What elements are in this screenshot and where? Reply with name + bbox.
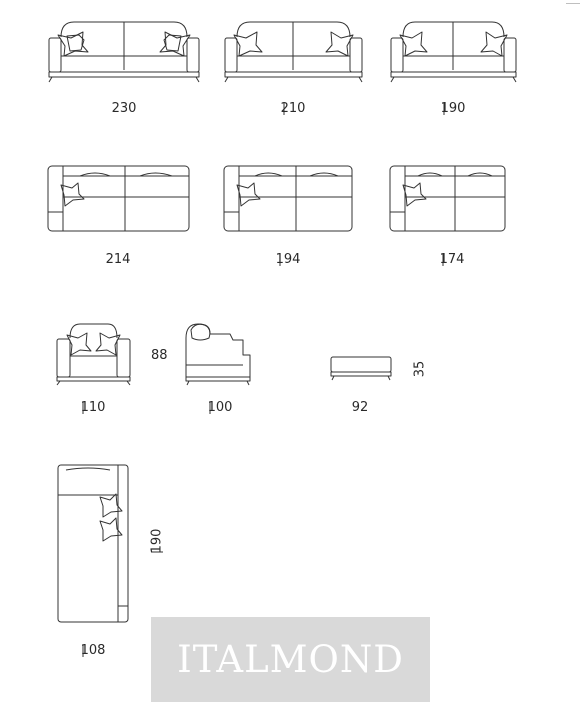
cushion-icon bbox=[403, 183, 426, 206]
chaise-top-194 bbox=[224, 166, 352, 231]
dimension-label-194: 194 bbox=[275, 252, 301, 267]
cushion-icon bbox=[96, 333, 120, 355]
chaise-top-174 bbox=[390, 166, 505, 231]
cushion-icon bbox=[400, 32, 427, 56]
sofa-front-230 bbox=[49, 22, 199, 82]
brand-watermark-text: ITALMOND bbox=[177, 638, 404, 681]
dimension-label-88: 88 bbox=[151, 348, 168, 363]
sofa-front-190 bbox=[391, 22, 516, 82]
dimension-label-35: 35 bbox=[412, 360, 428, 378]
dimension-label-190-depth: 190 bbox=[149, 528, 165, 554]
cushion-icon bbox=[191, 324, 210, 340]
dimension-label-100: 100 bbox=[207, 400, 233, 415]
dimension-label-108: 108 bbox=[80, 643, 106, 658]
cushion-icon bbox=[61, 183, 84, 206]
cushion-icon bbox=[234, 32, 262, 56]
armchair-front bbox=[57, 324, 130, 385]
ottoman-front bbox=[331, 357, 391, 380]
brand-watermark bbox=[151, 617, 430, 702]
chaise-module-top bbox=[58, 465, 128, 622]
dimension-label-92: 92 bbox=[351, 400, 369, 415]
dimension-label-210: 210 bbox=[280, 101, 306, 116]
dimension-label-214: 214 bbox=[105, 252, 131, 267]
dimension-label-174: 174 bbox=[439, 252, 465, 267]
dimension-label-230: 230 bbox=[111, 101, 137, 116]
cushion-icon bbox=[481, 32, 507, 56]
chaise-top-214 bbox=[48, 166, 189, 231]
cushion-icon bbox=[237, 183, 260, 206]
cushion-icon bbox=[100, 494, 122, 517]
sofa-front-210 bbox=[225, 22, 362, 82]
dimension-label-110: 110 bbox=[80, 400, 106, 415]
cushion-icon bbox=[100, 518, 122, 541]
dimension-label-190: 190 bbox=[440, 101, 466, 116]
cushion-icon bbox=[67, 333, 91, 355]
sofa-side-view bbox=[186, 324, 250, 385]
cushion-icon bbox=[326, 32, 353, 56]
